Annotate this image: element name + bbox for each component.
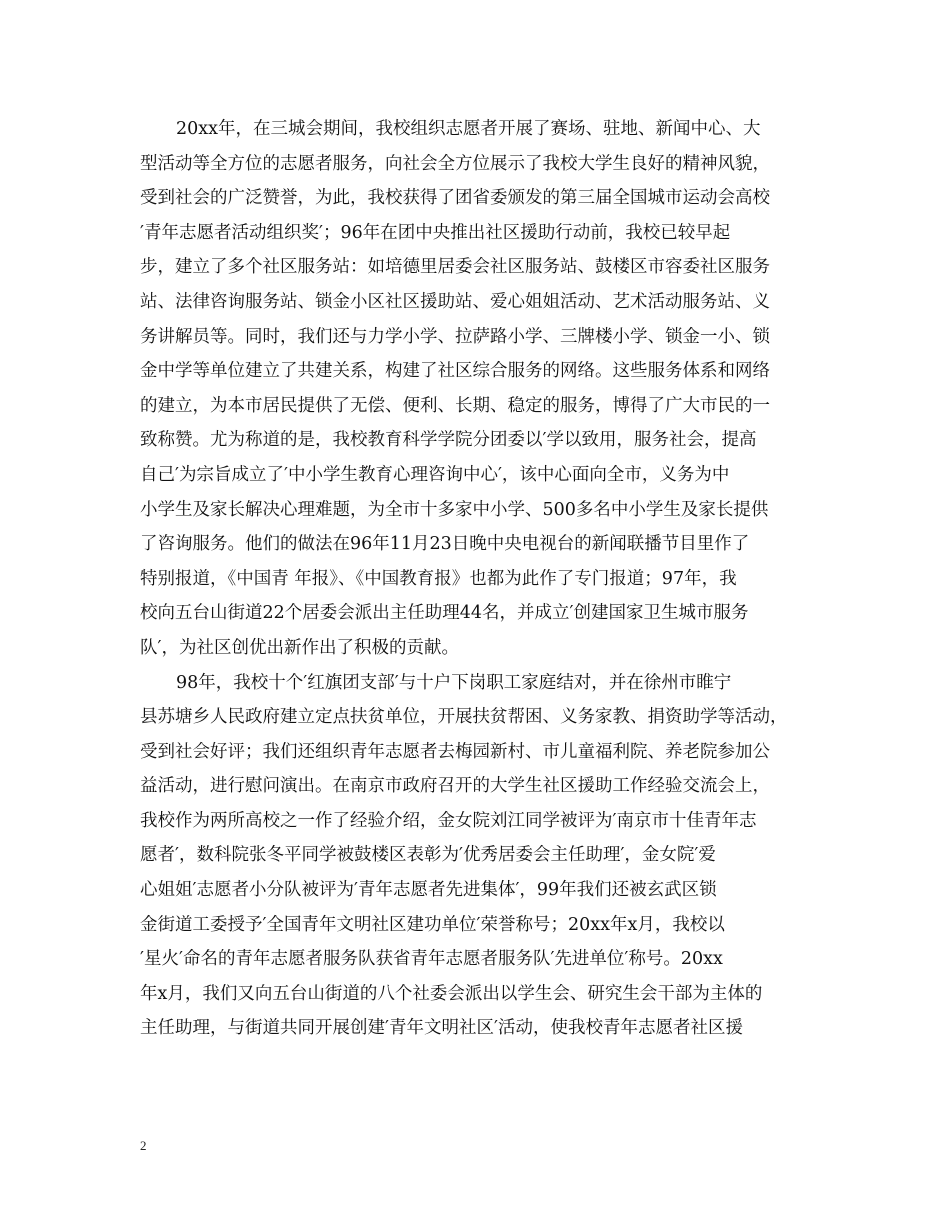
text-line: 受到社会好评；我们还组织青年志愿者去梅园新村、市儿童福利院、养老院参加公: [140, 741, 770, 762]
text-line: 的建立，为本市居民提供了无偿、便利、长期、稳定的服务，博得了广大市民的一: [140, 395, 770, 416]
text-line: 受到社会的广泛赞誉，为此，我校获得了团省委颁发的第三届全国城市运动会高校: [140, 188, 770, 209]
text-line: 98年，我校十个′红旗团支部′与十户下岗职工家庭结对，并在徐州市睢宁: [176, 672, 732, 693]
text-line: 小学生及家长解决心理难题，为全市十多家中小学、500多名中小学生及家长提供: [140, 499, 769, 520]
text-line: 县苏塘乡人民政府建立定点扶贫单位，开展扶贫帮困、义务家教、捐资助学等活动，: [140, 707, 788, 728]
text-line: 了咨询服务。他们的做法在96年11月23日晚中央电视台的新闻联播节目里作了: [140, 534, 750, 555]
text-line: 20xx年，在三城会期间，我校组织志愿者开展了赛场、驻地、新闻中心、大: [176, 119, 761, 139]
text-line: 我校作为两所高校之一作了经验介绍，金女院刘江同学被评为′南京市十佳青年志: [140, 810, 757, 831]
text-line: 自己′为宗旨成立了′中小学生教育心理咨询中心′，该中心面向全市，义务为中: [140, 464, 730, 485]
paragraph-2: [140, 666, 816, 1047]
text-line: ′青年志愿者活动组织奖′；96年在团中央推出社区援助行动前，我校已较早起: [140, 222, 731, 243]
text-line: 致称赞。尤为称道的是，我校教育科学学院分团委以′学以致用，服务社会，提高: [140, 430, 757, 451]
document-body: [140, 112, 816, 1046]
text-line: 益活动，进行慰问演出。在南京市政府召开的大学生社区援助工作经验交流会上，: [140, 776, 770, 797]
text-line: 校向五台山街道22个居委会派出主任助理44名，并成立′创建国家卫生城市服务: [140, 603, 749, 624]
text-line: 队′，为社区创优出新作出了积极的贡献。: [140, 637, 459, 658]
text-line: 心姐姐′志愿者小分队被评为′青年志愿者先进集体′，99年我们还被玄武区锁: [140, 880, 717, 901]
text-line: 站、法律咨询服务站、锁金小区社区援助站、爱心姐姐活动、艺术活动服务站、义: [140, 291, 770, 312]
text-line: 特别报道，《中国青 年报》、《中国教育报》也都为此作了专门报道；97年，我: [140, 568, 737, 589]
text-line: 愿者′，数科院张冬平同学被鼓楼区表彰为′优秀居委会主任助理′，金女院′爱: [140, 845, 716, 866]
text-line: 金街道工委授予′全国青年文明社区建功单位′荣誉称号；20xx年x月，我校以: [140, 914, 725, 935]
text-line: 务讲解员等。同时，我们还与力学小学、拉萨路小学、三牌楼小学、锁金一小、锁: [140, 326, 770, 347]
paragraph-1: [140, 112, 816, 666]
text-line: 型活动等全方位的志愿者服务，向社会全方位展示了我校大学生良好的精神风貌，: [140, 153, 770, 174]
text-line: 金中学等单位建立了共建关系，构建了社区综合服务的网络。这些服务体系和网络: [140, 361, 770, 382]
text-line: ′星火′命名的青年志愿者服务队获省青年志愿者服务队′先进单位′称号。20xx: [140, 949, 723, 970]
text-line: 年x月，我们又向五台山街道的八个社委会派出以学生会、研究生会干部为主体的: [140, 983, 763, 1004]
page-number: 2: [140, 1138, 147, 1153]
text-line: 步，建立了多个社区服务站：如培德里居委会社区服务站、鼓楼区市容委社区服务: [140, 257, 770, 278]
text-line: 主任助理，与街道共同开展创建′青年文明社区′活动，使我校青年志愿者社区援: [140, 1018, 743, 1039]
